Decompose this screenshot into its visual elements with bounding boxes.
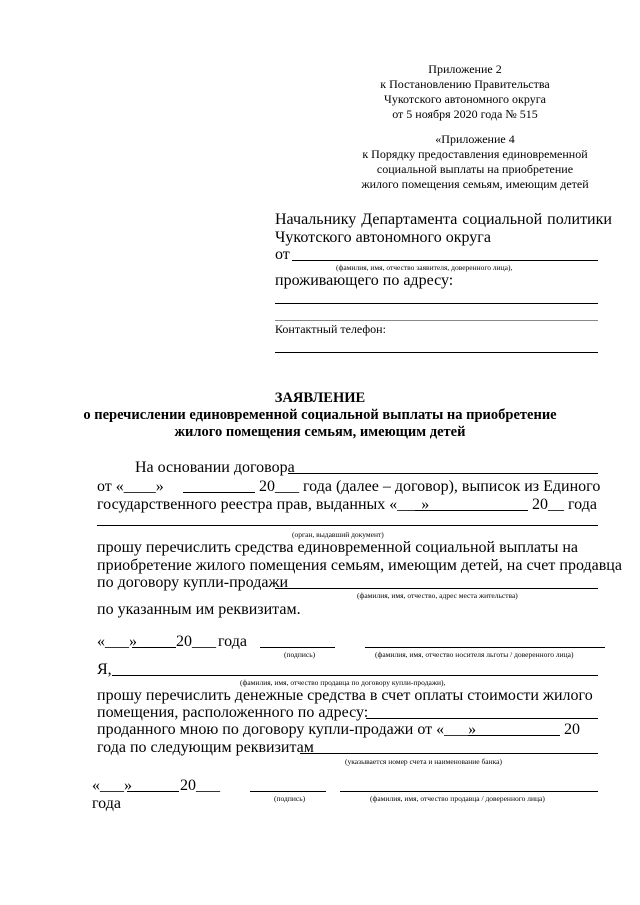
seller-line-2: помещения, расположенного по адресу: [97,704,369,721]
sign1-day: «___» [97,633,137,650]
sign1-year-word: года [218,633,247,650]
sign2-day: «___» [92,777,132,794]
seller-details-hint: (фамилия, имя, отчество, адрес места жительства) [357,591,518,600]
sign2-name-hint: (фамилия, имя, отчество продавца / доверенного лица) [370,794,545,803]
seller-ya: Я, [97,661,112,678]
seller-details-field[interactable] [275,588,598,589]
sign1-name-hint: (фамилия, имя, отчество носителя льготы / доверенного лица) [375,650,574,659]
contract-date-label: от «____» [97,478,164,495]
appendix-2-line: Чукотского автономного округа [384,92,546,106]
bank-details-field[interactable] [300,753,598,754]
address-field-1[interactable] [275,303,598,304]
request-line-2: приобретение жилого помещения семьям, имеющим детей, на счет продавца [97,557,622,574]
address-field-2[interactable] [275,320,598,321]
seller-name-hint: (фамилия, имя, отчество продавца по договору купли-продажи), [240,678,446,687]
seller-contract-month-field[interactable] [468,735,560,736]
from-label: от [275,246,290,263]
addressee-line-2: Чукотского автономного округа [275,229,491,246]
sign2-year-word: года [92,795,121,812]
contract-month-field[interactable] [183,492,255,493]
request-line-1: прошу перечислить средства единовременной социальной выплаты на [97,539,579,556]
registry-month-field[interactable] [415,510,528,511]
seller-address-field[interactable] [366,718,598,719]
sign2-month-field[interactable] [127,791,179,792]
sign2-name-field[interactable] [340,791,598,792]
residing-label: проживающего по адресу: [275,272,454,289]
request-line-3: по договору купли-продажи [97,574,289,591]
appendix-4-line: социальной выплаты на приобретение [376,162,574,176]
sign1-signature-hint: (подпись) [284,650,316,659]
appendix-4-block [350,132,600,192]
seller-name-field[interactable] [112,675,598,676]
contract-field[interactable] [288,473,598,474]
registry-label: государственного реестра прав, выданных «___» [97,496,430,513]
seller-line-3: проданного мною по договору купли-продажи от «___» [97,721,477,738]
appendix-4-line: к Порядку предоставления единовременной [362,147,588,161]
organ-hint: (орган, выдавший документ) [292,530,384,539]
sign2-year: 20___ [180,777,220,794]
appendix-2-line: Приложение 2 [428,62,502,76]
basis-label: На основании договора [135,459,295,476]
appendix-4-line: жилого помещения семьям, имеющим детей [361,177,589,191]
registry-year: 20__ года [532,496,597,513]
sign1-year: 20___ [176,633,216,650]
phone-field[interactable] [275,352,598,353]
seller-line-4: года по следующим реквизитам [97,739,314,756]
contract-year: 20___ [259,478,299,495]
contract-tail: года (далее – договор), выписок из Единого [303,478,601,495]
document-subtitle-2: жилого помещения семьям, имеющим детей [174,424,466,440]
sign2-signature-hint: (подпись) [274,794,306,803]
document-subtitle-1: о перечислении единовременной социальной выплаты на приобретение [83,407,557,423]
sign1-signature-field[interactable] [260,647,335,648]
requisites-line: по указанным им реквизитам. [97,601,301,618]
seller-line-1: прошу перечислить денежные средства в счет оплаты стоимости жилого [97,687,593,704]
appendix-2-line: к Постановлению Правительства [380,77,550,91]
organ-field[interactable] [97,525,598,526]
from-hint: (фамилия, имя, отчество заявителя, доверенного лица), [336,263,513,272]
appendix-2-line: от 5 ноября 2020 года № 515 [392,107,538,121]
appendix-2-block [360,62,570,122]
sign2-signature-field[interactable] [250,791,326,792]
seller-contract-year: 20 [564,721,580,738]
sign1-month-field[interactable] [132,647,176,648]
phone-label: Контактный телефон: [275,322,386,336]
document-title: ЗАЯВЛЕНИЕ [274,390,366,406]
bank-details-hint: (указывается номер счета и наименование банка) [345,757,503,766]
sign1-name-field[interactable] [365,647,605,648]
appendix-4-line: «Приложение 4 [435,132,515,146]
from-field[interactable] [292,260,598,261]
addressee-line-1: Начальнику Департамента социальной политики [275,211,612,228]
